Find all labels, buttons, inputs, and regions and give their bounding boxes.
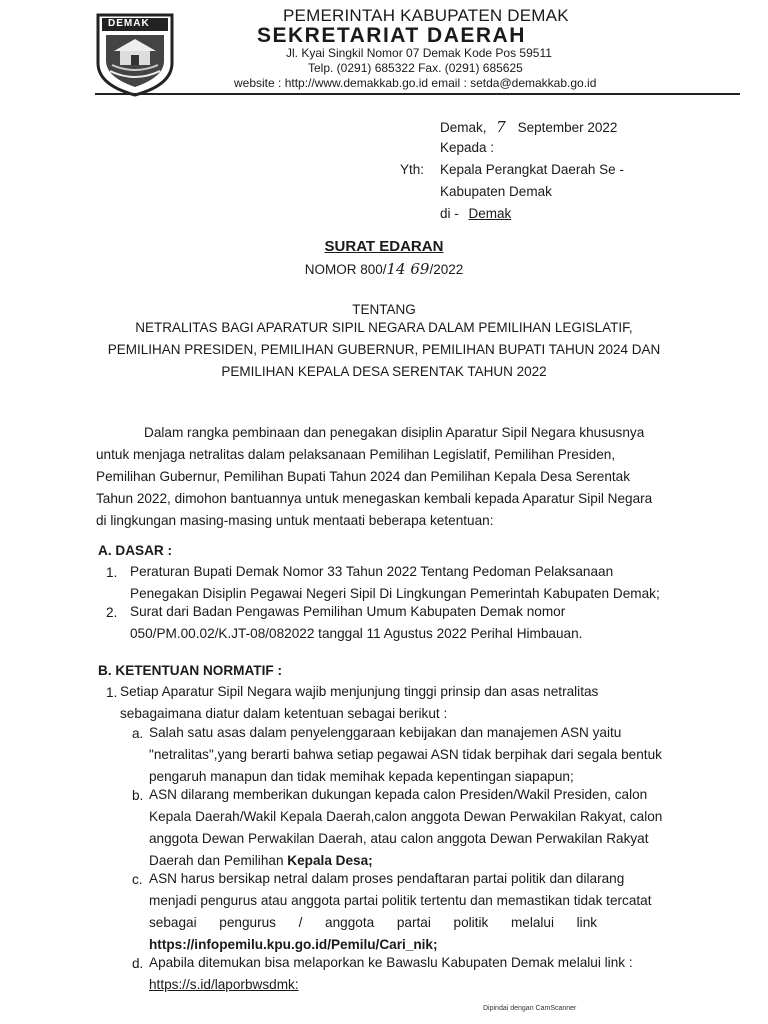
point-d-letter: d.	[132, 956, 144, 971]
point-b-bold-text: Kepala Desa;	[287, 853, 373, 868]
intro-line-3: Pemilihan Gubernur, Pemilihan Bupati Tahun 2024 dan Pemilihan Kepala Desa Serentak	[96, 469, 631, 484]
intro-line-5: di lingkungan masing-masing untuk mentaati beberapa ketentuan:	[96, 513, 494, 528]
point-b-line-4: Daerah dan Pemilihan Kepala Desa;	[149, 853, 373, 868]
recipient-place	[440, 206, 511, 221]
section-a-item-1-number: 1.	[106, 565, 118, 580]
document-heading: SURAT EDARAN	[324, 238, 444, 255]
recipient-line-1: Kepala Perangkat Daerah Se -	[440, 162, 624, 177]
number-suffix: /2022	[429, 262, 464, 277]
point-c-line-2: menjadi pengurus atau anggota partai politik tertentu dan memastikan tidak tercatat	[149, 893, 652, 908]
section-b-heading: B. KETENTUAN NORMATIF :	[98, 663, 282, 678]
point-a-line-3: pengaruh manapun dan tidak memihak kepada kepentingan siapapun;	[149, 769, 574, 784]
section-b-item-1-line-1: Setiap Aparatur Sipil Negara wajib menjunjung tinggi prinsip dan asas netralitas	[120, 684, 599, 699]
point-a-line-2: "netralitas",yang berarti bahwa setiap pegawai ASN tidak berpihak dari segala bentuk	[149, 747, 662, 762]
intro-line-4: Tahun 2022, dimohon bantuannya untuk menegaskan kembali kepada Aparatur Sipil Negara	[96, 491, 653, 506]
letterhead-office: SEKRETARIAT DAERAH	[257, 24, 526, 47]
letterhead-government: PEMERINTAH KABUPATEN DEMAK	[283, 6, 569, 25]
subject-line-3: PEMILIHAN KEPALA DESA SERENTAK TAHUN 2022	[221, 364, 547, 379]
di-place: Demak	[468, 206, 512, 221]
to-label: Kepada :	[440, 140, 495, 155]
section-b-item-1-number: 1.	[106, 685, 118, 700]
point-d-line-1: Apabila ditemukan bisa melaporkan ke Bawaslu Kabupaten Demak melalui link :	[149, 955, 633, 970]
document-number	[0, 260, 768, 278]
regency-logo	[94, 11, 176, 97]
scanner-watermark: Dipindai dengan CamScanner	[483, 1005, 577, 1012]
point-a-letter: a.	[132, 726, 144, 741]
section-a-heading: A. DASAR :	[98, 543, 173, 558]
point-b-line-1: ASN dilarang memberikan dukungan kepada calon Presiden/Wakil Presiden, calon	[149, 787, 648, 802]
section-a-item-1-line-2: Penegakan Disiplin Pegawai Negeri Sipil Di Lingkungan Pemerintah Kabupaten Demak;	[130, 586, 660, 601]
point-c-line-1: ASN harus bersikap netral dalam proses pendaftaran partai politik dan dilarang	[149, 871, 625, 886]
intro-line-1: Dalam rangka pembinaan dan penegakan disiplin Aparatur Sipil Negara khususnya	[144, 425, 645, 440]
point-c-letter: c.	[132, 872, 143, 887]
letterhead-address: Jl. Kyai Singkil Nomor 07 Demak Kode Pos 59511	[286, 46, 552, 60]
point-b-line-2: Kepala Daerah/Wakil Kepala Daerah,calon anggota Dewan Perwakilan Rakyat, calon	[149, 809, 663, 824]
kpu-link[interactable]: https://infopemilu.kpu.go.id/Pemilu/Cari_nik;	[149, 937, 438, 952]
point-c-line-3: sebagai pengurus / anggota partai politik melalui link	[149, 915, 598, 930]
point-b-line-3: anggota Dewan Perwakilan Daerah, atau calon anggota Dewan Perwakilan Rakyat	[149, 831, 649, 846]
subject-line-1: NETRALITAS BAGI APARATUR SIPIL NEGARA DALAM PEMILIHAN LEGISLATIF,	[135, 320, 633, 335]
letterhead-divider	[95, 93, 740, 95]
letterhead-phone: Telp. (0291) 685322 Fax. (0291) 685625	[308, 61, 523, 75]
date-month-year: September 2022	[517, 120, 618, 135]
logo-text: DEMAK	[108, 18, 150, 29]
handwritten-number: 14 69	[386, 260, 430, 278]
subject-line-2: PEMILIHAN PRESIDEN, PEMILIHAN GUBERNUR, PEMILIHAN BUPATI TAHUN 2024 DAN	[107, 342, 661, 357]
number-prefix: NOMOR 800/	[304, 262, 387, 277]
handwritten-day: 7	[496, 118, 506, 136]
section-a-item-2-line-1: Surat dari Badan Pengawas Pemilihan Umum Kabupaten Demak nomor	[130, 604, 566, 619]
recipient-line-2: Kabupaten Demak	[440, 184, 552, 199]
place-prefix: Demak,	[440, 120, 487, 135]
section-b-item-1-line-2: sebagaimana diatur dalam ketentuan sebagai berikut :	[120, 706, 448, 721]
point-b-letter: b.	[132, 788, 144, 803]
yth-label: Yth:	[400, 162, 425, 177]
letterhead-web: website : http://www.demakkab.go.id email : setda@demakkab.go.id	[234, 76, 597, 90]
di-label: di -	[440, 206, 459, 221]
bawaslu-link[interactable]: https://s.id/laporbwsdmk:	[149, 977, 299, 992]
section-a-item-2-number: 2.	[106, 605, 118, 620]
about-label: TENTANG	[352, 302, 416, 317]
intro-line-2: untuk menjaga netralitas dalam pelaksanaan Pemilihan Legislatif, Pemilihan Presiden,	[96, 447, 616, 462]
section-a-item-1-line-1: Peraturan Bupati Demak Nomor 33 Tahun 2022 Tentang Pedoman Pelaksanaan	[130, 564, 614, 579]
section-a-item-2-line-2: 050/PM.00.02/K.JT-08/082022 tanggal 11 Agustus 2022 Perihal Himbauan.	[130, 626, 583, 641]
point-a-line-1: Salah satu asas dalam penyelenggaraan kebijakan dan manajemen ASN yaitu	[149, 725, 622, 740]
place-date	[440, 118, 617, 136]
